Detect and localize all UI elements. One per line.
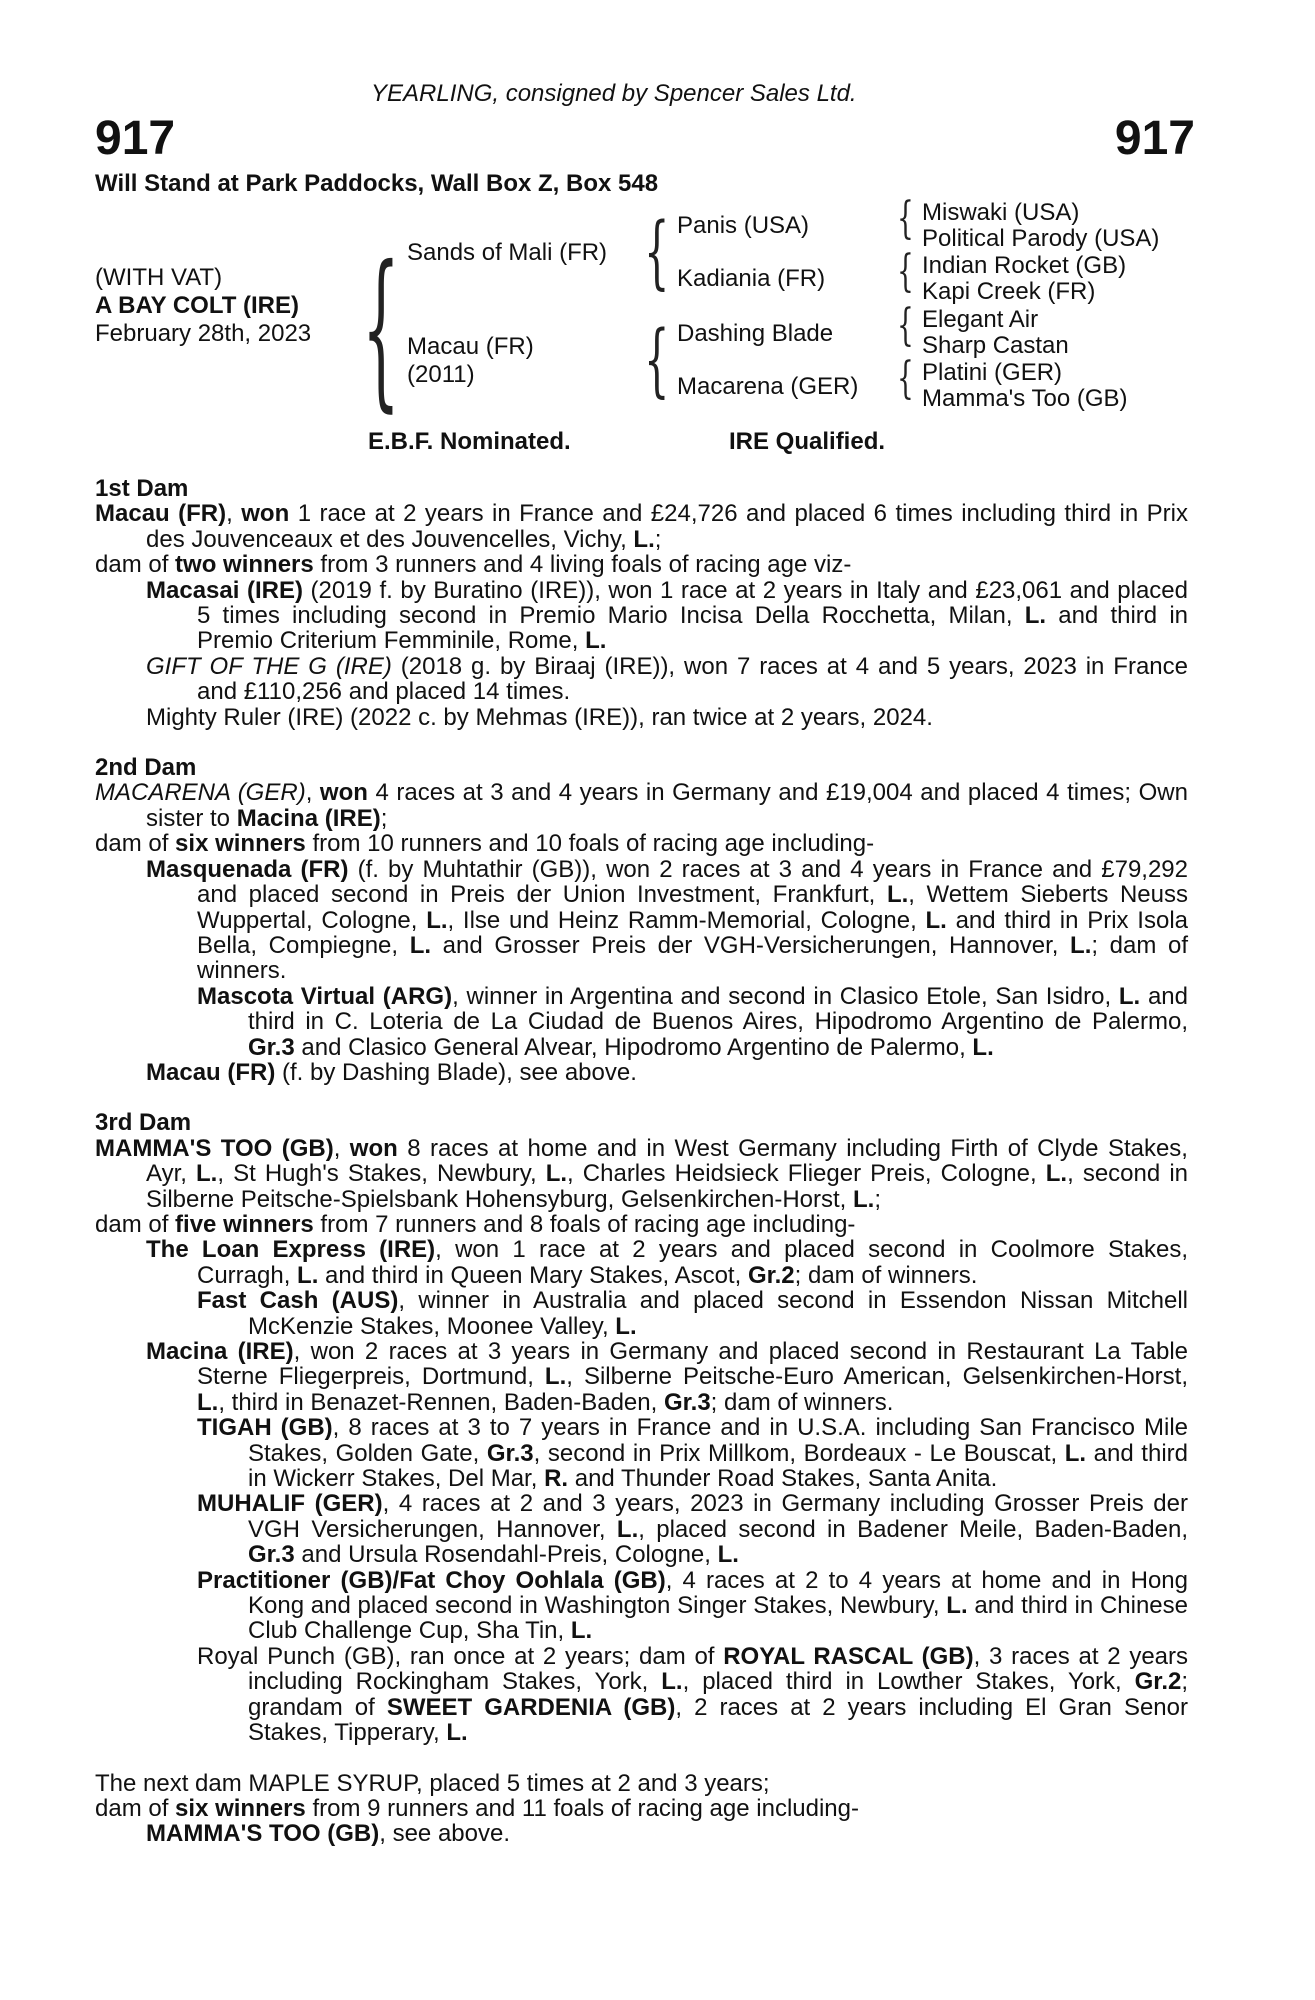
text-run: , Charles Heidsieck Flieger Preis, Cologne,: [567, 1160, 1046, 1188]
text-run: , placed third in Lowther Stakes, York,: [682, 1668, 1135, 1696]
text-run: , 2 races at 2 years including El Gran Senor Stakes, Tipperary,: [248, 1693, 1188, 1747]
next-dam-record: [95, 1771, 1188, 1796]
text-run: 1 race at 2 years in France and £24,726 and placed 6 times including third in Prix des Jouvenceaux et des Jouvencelles, Vichy,: [146, 500, 1189, 553]
horse-name: A BAY COLT (IRE): [95, 292, 300, 319]
first-dam-produce-summary: [95, 552, 1188, 577]
pedigree-gen3-1: Miswaki (USA): [922, 199, 1080, 226]
text-run: MAMMA'S TOO (GB): [146, 1820, 380, 1848]
text-run: and third in Prix Isola Bella, Compiegne,: [197, 906, 1188, 959]
text-run: MAMMA'S TOO (GB): [95, 1134, 334, 1162]
pedigree-gen3-7: Platini (GER): [922, 359, 1063, 386]
text-run: , Silberne Peitsche-Euro American, Gelsenkirchen-Horst,: [566, 1363, 1188, 1391]
first-dam-heading: 1st Dam: [95, 475, 189, 502]
text-run: SWEET GARDENIA (GB): [386, 1693, 676, 1721]
text-run: L.: [544, 1363, 567, 1391]
text-run: , third in Benazet-Rennen, Baden-Baden,: [218, 1388, 664, 1416]
text-run: Gr.3: [663, 1388, 711, 1416]
text-run: L.: [1024, 602, 1047, 630]
pedigree-gen3-4: Kapi Creek (FR): [922, 278, 1096, 305]
text-run: ; dam of winners.: [710, 1388, 894, 1416]
text-run: from 7 runners and 8 foals of racing age including-: [313, 1210, 856, 1238]
text-run: (2019 f. by Buratino (IRE)), won 1 race at 2 years in Italy and £23,061 and placed 5 times including second in Premio Mario Incisa Della Rocchetta, Milan,: [197, 576, 1188, 630]
text-run: Masquenada (FR): [146, 855, 349, 883]
text-run: L.: [446, 1719, 468, 1747]
text-run: won: [241, 500, 290, 528]
text-run: L.: [585, 627, 607, 655]
text-run: L.: [1064, 1439, 1087, 1467]
pedigree-brace-dam: {: [644, 313, 670, 406]
text-run: , 8 races at 3 to 7 years in France and in U.S.A. including San Francisco Mile Stakes, Golden Gate,: [248, 1414, 1188, 1467]
text-run: , placed second in Badener Meile, Baden-Baden,: [638, 1515, 1188, 1543]
text-run: MUHALIF (GER): [197, 1490, 383, 1518]
text-run: L.: [1118, 982, 1141, 1010]
text-run: dam of: [95, 830, 176, 858]
text-run: six winners: [175, 830, 306, 858]
text-run: Macina (IRE): [146, 1338, 294, 1365]
pedigree-dam-sire: Dashing Blade: [677, 320, 834, 347]
text-run: L.: [197, 1388, 219, 1416]
pedigree-brace-sire: {: [644, 205, 670, 298]
text-run: The Loan Express (IRE): [146, 1236, 436, 1264]
text-run: L.: [545, 1160, 568, 1188]
text-run: , won 2 races at 3 years in Germany and placed second in Restaurant La Table Sterne Fliegerpreis, Dortmund,: [197, 1338, 1189, 1391]
text-run: (f. by Dashing Blade), see above.: [275, 1058, 637, 1086]
first-dam-produce-entry: [146, 654, 1188, 705]
text-run: ;: [654, 525, 662, 553]
third-dam-record: [95, 1136, 1188, 1212]
pedigree-brace-g3: {: [897, 300, 914, 351]
third-dam-produce-entry: [146, 1339, 1188, 1415]
text-run: from 9 runners and 11 foals of racing age including-: [305, 1794, 859, 1822]
pedigree-gen3-8: Mamma's Too (GB): [922, 385, 1128, 412]
text-run: ; dam of winners.: [197, 931, 1188, 985]
second-dam-produce-summary: [95, 831, 1188, 856]
text-run: Mascota Virtual (ARG): [197, 982, 453, 1010]
third-dam-grandproduce-entry: [197, 1644, 1188, 1746]
second-dam-grandproduce-entry: [197, 984, 1188, 1060]
third-dam-produce-entry: [146, 1237, 1188, 1288]
ebf-nominated: E.B.F. Nominated.: [368, 428, 571, 455]
third-dam-heading: 3rd Dam: [95, 1109, 192, 1137]
text-run: and third in Chinese Club Challenge Cup, Sha Tin,: [248, 1592, 1189, 1645]
text-run: ;: [380, 804, 388, 832]
text-run: L.: [616, 1515, 639, 1543]
pedigree-dam: Macau (FR): [407, 333, 534, 360]
first-dam-record: [95, 501, 1188, 552]
text-run: dam of: [95, 1210, 176, 1238]
text-run: and Grosser Preis der VGH-Versicherungen, Hannover,: [431, 931, 1071, 959]
text-run: and Thunder Road Stakes, Santa Anita.: [568, 1465, 998, 1493]
text-run: , Ilse und Heinz Ramm-Memorial, Cologne,: [447, 906, 926, 934]
text-run: and third in Queen Mary Stakes, Ascot,: [318, 1261, 748, 1289]
pedigree-gen3-2: Political Parody (USA): [922, 225, 1160, 252]
ire-qualified: IRE Qualified.: [729, 428, 886, 455]
text-run: L.: [297, 1261, 319, 1289]
pedigree-dam-dam: Macarena (GER): [677, 373, 859, 400]
text-run: L.: [717, 1541, 739, 1569]
text-run: , Wettem Sieberts Neuss Wuppertal, Cologne,: [197, 881, 1189, 934]
text-run: L.: [615, 1312, 637, 1340]
text-run: from 10 runners and 10 foals of racing age including-: [305, 830, 875, 858]
text-run: , winner in Australia and placed second in Essendon Nissan Mitchell McKenzie Stakes, Moonee Valley,: [248, 1287, 1188, 1340]
text-run: ,: [305, 779, 320, 807]
text-run: (2018 g. by Biraaj (IRE)), won 7 races at 4 and 5 years, 2023 in France and £110,256 and placed 14 times.: [197, 652, 1188, 706]
text-run: dam of: [95, 1794, 176, 1822]
pedigree-gen3-5: Elegant Air: [922, 306, 1039, 333]
pedigree-sire: Sands of Mali (FR): [407, 239, 608, 266]
text-run: Macasai (IRE): [146, 576, 303, 604]
text-run: Macina (IRE): [236, 804, 381, 832]
text-run: L.: [409, 931, 432, 959]
foaling-date: February 28th, 2023: [95, 320, 312, 347]
text-run: ROYAL RASCAL (GB): [723, 1642, 974, 1670]
stand-location: Will Stand at Park Paddocks, Wall Box Z, Box 548: [95, 170, 659, 197]
text-run: , second in Silberne Peitsche-Spielsbank Hohensyburg, Gelsenkirchen-Horst,: [146, 1160, 1188, 1213]
text-run: six winners: [175, 1794, 306, 1822]
text-run: L.: [925, 906, 947, 934]
pedigree-brace-g1: {: [897, 193, 914, 244]
first-dam-produce-entry: [146, 705, 1188, 730]
text-run: Gr.3: [248, 1033, 295, 1061]
text-run: dam of: [95, 551, 176, 579]
text-run: L.: [196, 1160, 218, 1188]
text-run: 4 races at 3 and 4 years in Germany and £19,004 and placed 4 times; Own sister to: [146, 779, 1188, 832]
text-run: , 4 races at 2 to 4 years at home and in Hong Kong and placed second in Washington Singer Stakes, Newbury,: [248, 1566, 1188, 1620]
text-run: ; dam of winners.: [794, 1261, 978, 1289]
second-dam-record: [95, 780, 1188, 831]
text-run: L.: [1070, 931, 1092, 959]
text-run: (f. by Muhtathir (GB)), won 2 races at 3 and 4 years in France and £79,292 and placed second in Preis der Union Investment, Frankfurt,: [197, 855, 1189, 909]
text-run: two winners: [175, 551, 314, 579]
text-run: L.: [1045, 1160, 1068, 1188]
text-run: , see above.: [379, 1820, 511, 1848]
text-run: won: [349, 1134, 398, 1162]
text-run: Gr.2: [1134, 1668, 1182, 1696]
text-run: L.: [426, 906, 448, 934]
text-run: , second in Prix Millkom, Bordeaux - Le Bouscat,: [533, 1439, 1065, 1467]
text-run: and third in Premio Criterium Femminile, Rome,: [197, 602, 1188, 655]
text-run: L.: [570, 1617, 593, 1645]
pedigree-brace-g2: {: [897, 246, 914, 297]
text-run: Fast Cash (AUS): [197, 1287, 399, 1315]
text-run: L.: [886, 881, 909, 909]
pedigree-gen3-6: Sharp Castan: [922, 332, 1069, 359]
lot-number-right: 917: [1114, 112, 1195, 165]
text-run: Gr.3: [486, 1439, 534, 1467]
third-dam-produce-summary: [95, 1212, 1188, 1237]
text-run: Practitioner (GB)/Fat Choy Oohlala (GB): [197, 1566, 666, 1594]
text-run: L.: [853, 1185, 875, 1213]
text-run: MACARENA (GER): [95, 779, 306, 807]
third-dam-grandproduce-entry: [197, 1415, 1188, 1491]
second-dam-produce-entry: [146, 857, 1188, 984]
text-run: ,: [333, 1134, 350, 1162]
first-dam-produce-entry: [146, 578, 1188, 654]
text-run: Gr.2: [747, 1261, 795, 1289]
text-run: L.: [633, 525, 655, 553]
lot-number-left: 917: [95, 112, 176, 165]
pedigree-sire-dam: Kadiania (FR): [677, 265, 826, 292]
pedigree-brace-g4: {: [897, 353, 914, 404]
text-run: and third in Wickerr Stakes, Del Mar,: [248, 1439, 1188, 1493]
text-run: five winners: [175, 1210, 314, 1238]
text-run: ,: [226, 500, 242, 528]
text-run: , winner in Argentina and second in Clasico Etole, San Isidro,: [452, 982, 1119, 1010]
text-run: , won 1 race at 2 years and placed second in Coolmore Stakes, Curragh,: [197, 1236, 1188, 1289]
text-run: and third in C. Loteria de La Ciudad de Buenos Aires, Hipodromo Argentino de Palermo,: [248, 982, 1188, 1036]
next-dam-produce-summary: [95, 1796, 1188, 1821]
text-run: won: [319, 779, 368, 807]
consigned-line: YEARLING, consigned by Spencer Sales Ltd.: [371, 80, 857, 107]
text-run: Royal Punch (GB), ran once at 2 years; dam of: [197, 1642, 724, 1670]
catalogue-body: [95, 476, 1188, 1847]
second-dam-produce-entry: [146, 1060, 1188, 1085]
text-run: from 3 runners and 4 living foals of racing age viz-: [313, 551, 852, 579]
text-run: Gr.3: [248, 1541, 295, 1569]
third-dam-grandproduce-entry: [197, 1491, 1188, 1567]
text-run: , 4 races at 2 and 3 years, 2023 in Germany including Grosser Preis der VGH Versicherungen, Hannover,: [248, 1490, 1188, 1543]
pedigree-gen3-3: Indian Rocket (GB): [922, 252, 1127, 279]
text-run: Macau (FR): [95, 500, 227, 528]
text-run: ;: [874, 1185, 882, 1213]
text-run: L.: [972, 1033, 994, 1061]
pedigree-sire-sire: Panis (USA): [677, 212, 810, 239]
text-run: and Clasico General Alvear, Hipodromo Argentino de Palermo,: [294, 1033, 973, 1061]
text-run: , St Hugh's Stakes, Newbury,: [217, 1160, 546, 1188]
text-run: and Ursula Rosendahl-Preis, Cologne,: [294, 1541, 718, 1569]
text-run: Mighty Ruler (IRE) (2022 c. by Mehmas (IRE)), ran twice at 2 years, 2024.: [146, 703, 933, 731]
text-run: ; grandam of: [248, 1668, 1189, 1721]
text-run: 8 races at home and in West Germany including Firth of Clyde Stakes, Ayr,: [146, 1134, 1188, 1188]
second-dam-heading: 2nd Dam: [95, 754, 197, 782]
text-run: GIFT OF THE G (IRE): [146, 652, 392, 680]
pedigree-brace-main: {: [362, 230, 400, 428]
text-run: TIGAH (GB): [197, 1414, 333, 1442]
text-run: L.: [946, 1592, 968, 1620]
next-dam-produce-entry: [146, 1821, 1188, 1846]
text-run: L.: [661, 1668, 683, 1696]
text-run: The next dam MAPLE SYRUP, placed 5 times at 2 and 3 years;: [95, 1769, 770, 1797]
vat-note: (WITH VAT): [95, 264, 223, 291]
third-dam-grandproduce-entry: [197, 1568, 1188, 1644]
text-run: R.: [544, 1465, 569, 1493]
pedigree-dam-year: (2011): [407, 361, 475, 388]
text-run: Macau (FR): [146, 1058, 276, 1086]
third-dam-grandproduce-entry: [197, 1288, 1188, 1339]
text-run: , 3 races at 2 years including Rockingham Stakes, York,: [248, 1642, 1189, 1696]
